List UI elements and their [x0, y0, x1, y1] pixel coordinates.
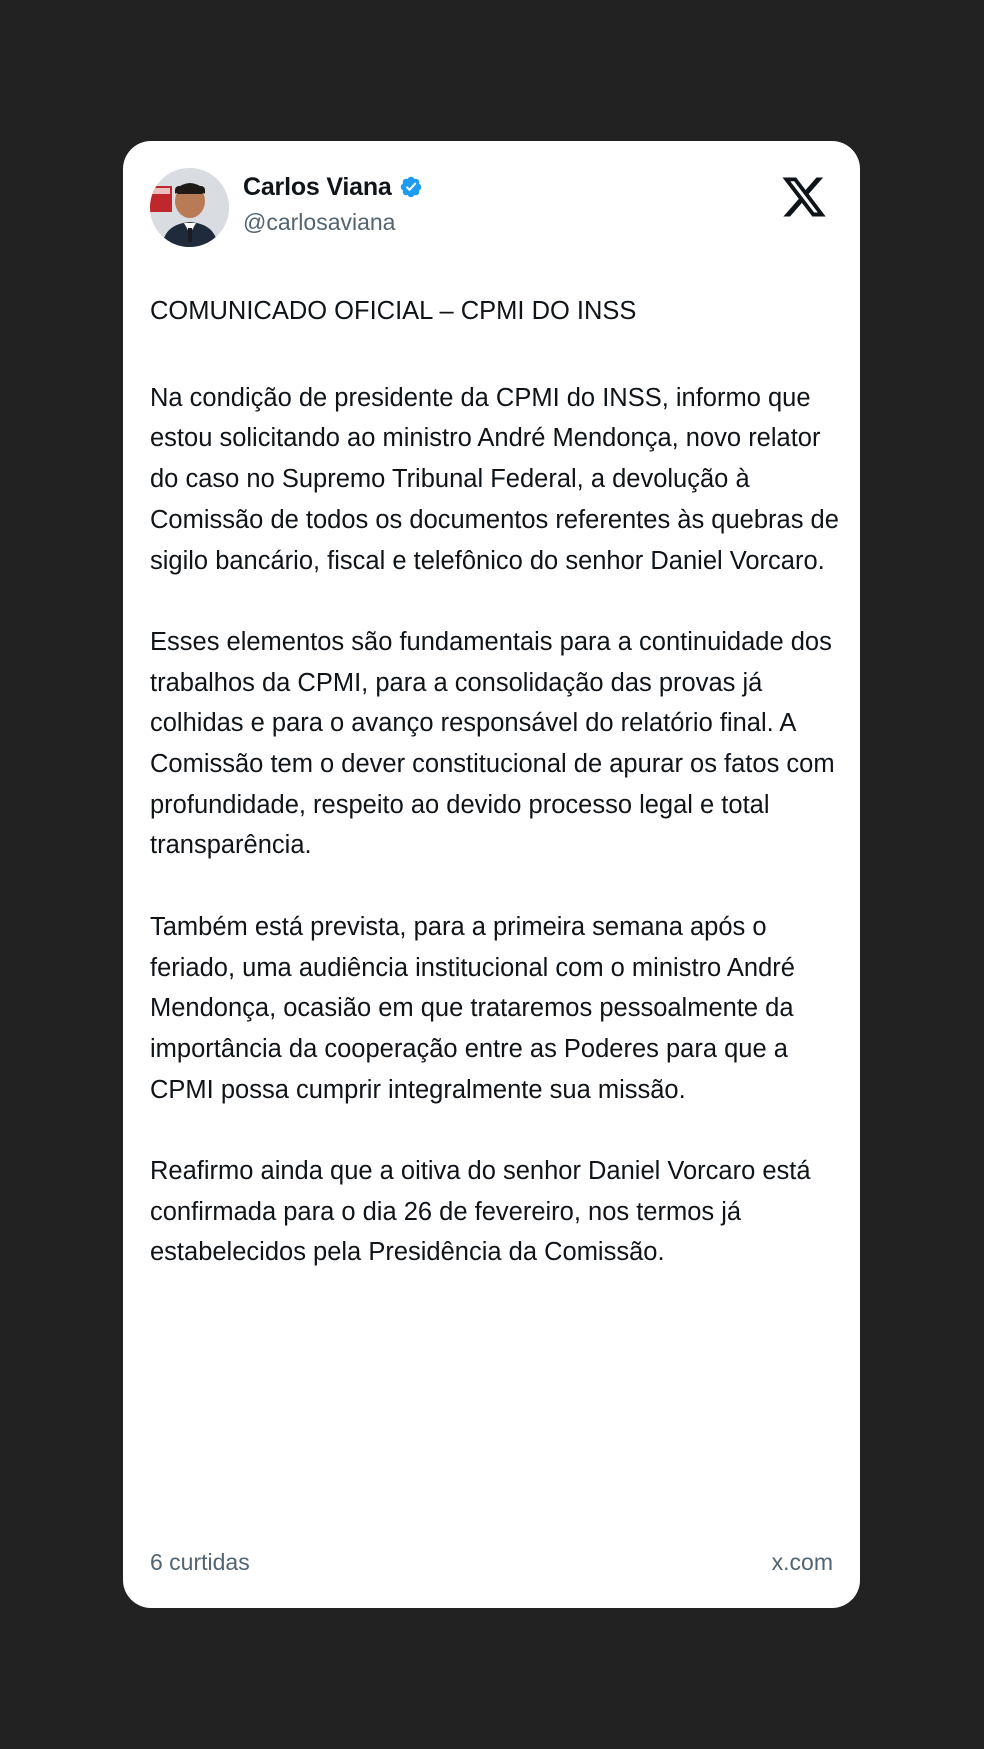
avatar-photo-icon — [150, 168, 229, 247]
post-paragraph: Também está prevista, para a primeira semana após o feriado, uma audiência institucional com o ministro André Mendonça, ocasião em que trataremos pessoalmente da importância da cooperação entre as Poderes para que a CPMI possa cumprir integralmente sua missão. — [150, 912, 795, 1104]
post-title: COMUNICADO OFICIAL – CPMI DO INSS — [150, 297, 637, 325]
avatar[interactable] — [150, 168, 229, 247]
verified-badge-icon — [399, 175, 423, 199]
post-card — [123, 141, 860, 1608]
x-logo-icon[interactable] — [780, 173, 828, 221]
likes-count[interactable]: 6 curtidas — [150, 1549, 250, 1575]
author-display-name[interactable]: Carlos Viana — [243, 172, 392, 201]
author-handle[interactable]: @carlosaviana — [243, 209, 396, 235]
post-paragraph: Na condição de presidente da CPMI do INSS, informo que estou solicitando ao ministro André Mendonça, novo relator do caso no Supremo Tribunal Federal, a devolução à Comissão de todos os documentos referentes às quebras de sigilo bancário, fiscal e telefônico do senhor Daniel Vorcaro. — [150, 383, 839, 575]
post-paragraph: Reafirmo ainda que a oitiva do senhor Daniel Vorcaro está confirmada para o dia 26 de fevereiro, nos termos já estabelecidos pela Presidência da Comissão. — [150, 1157, 811, 1267]
post-body — [150, 291, 840, 1314]
author-name-row[interactable] — [243, 171, 423, 203]
source-domain-link[interactable]: x.com — [771, 1549, 833, 1575]
post-paragraph: Esses elementos são fundamentais para a continuidade dos trabalhos da CPMI, para a consolidação das provas já colhidas e para o avanço responsável do relatório final. A Comissão tem o dever constitucional de apurar os fatos com profundidade, respeito ao devido processo legal e total transparência. — [150, 627, 835, 860]
